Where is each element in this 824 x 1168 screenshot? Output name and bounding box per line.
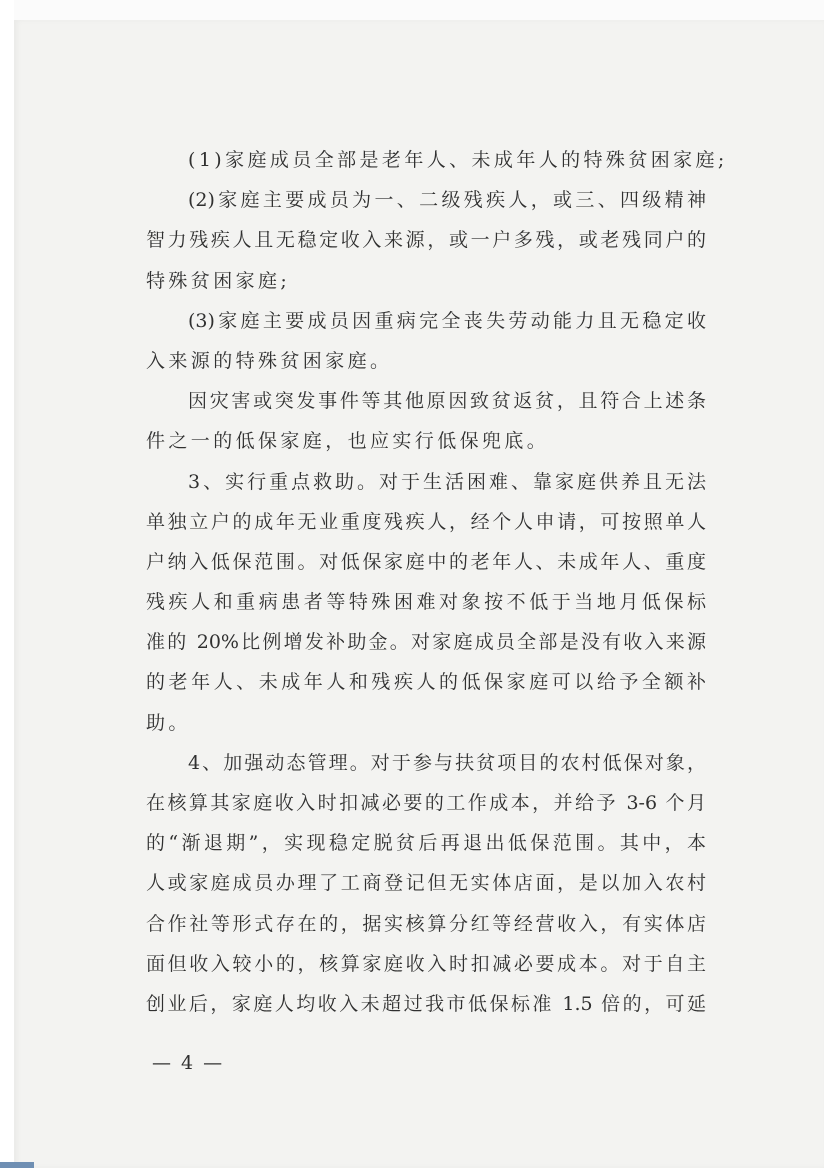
text-line-2: (2)家庭主要成员为一、二级残疾人，或三、四级精神	[188, 189, 706, 212]
text-line-12: 残疾人和重病患者等特殊困难对象按不低于当地月低保标	[146, 591, 706, 614]
text-line-20: 合作社等形式存在的，据实核算分红等经营收入，有实体店	[146, 912, 706, 935]
text-line-13: 准的 20%比例增发补助金。对家庭成员全部是没有收入来源	[146, 631, 706, 654]
text-line-11: 户纳入低保范围。对低保家庭中的老年人、未成年人、重度	[146, 550, 706, 573]
text-line-9: 3、实行重点救助。对于生活困难、靠家庭供养且无法	[188, 470, 706, 493]
text-line-14: 的老年人、未成年人和残疾人的低保家庭可以给予全额补	[146, 671, 706, 694]
scan-corner-mark	[0, 1162, 34, 1168]
text-line-17: 在核算其家庭收入时扣减必要的工作成本，并给予 3-6 个月	[146, 792, 706, 814]
text-line-22: 创业后，家庭人均收入未超过我市低保标准 1.5 倍的，可延	[146, 992, 706, 1015]
text-line-19: 人或家庭成员办理了工商登记但无实体店面，是以加入农村	[146, 872, 706, 895]
text-line-5: (3)家庭主要成员因重病完全丧失劳动能力且无稳定收	[188, 309, 706, 332]
text-line-4: 特殊贫困家庭;	[146, 269, 291, 292]
text-line-3: 智力残疾人且无稳定收入来源，或一户多残，或老残同户的	[146, 229, 706, 252]
text-line-7: 因灾害或突发事件等其他原因致贫返贫，且符合上述条	[188, 390, 706, 413]
text-line-1: (1)家庭成员全部是老年人、未成年人的特殊贫困家庭;	[188, 149, 728, 171]
text-line-16: 4、加强动态管理。对于参与扶贫项目的农村低保对象，	[188, 751, 706, 774]
text-line-8: 件之一的低保家庭，也应实行低保兜底。	[146, 430, 550, 453]
text-line-21: 面但收入较小的，核算家庭收入时扣减必要成本。对于自主	[146, 952, 706, 975]
scan-left-margin	[0, 0, 14, 1168]
text-line-10: 单独立户的成年无业重度残疾人，经个人申请，可按照单人	[146, 510, 706, 533]
text-line-18: 的“渐退期”，实现稳定脱贫后再退出低保范围。其中，本	[146, 832, 706, 855]
text-line-15: 助。	[146, 711, 191, 734]
document-body	[146, 140, 728, 1024]
text-line-6: 入来源的特殊贫困家庭。	[146, 349, 393, 372]
page-number: — 4 —	[152, 1052, 225, 1074]
scan-top-margin	[14, 0, 824, 20]
